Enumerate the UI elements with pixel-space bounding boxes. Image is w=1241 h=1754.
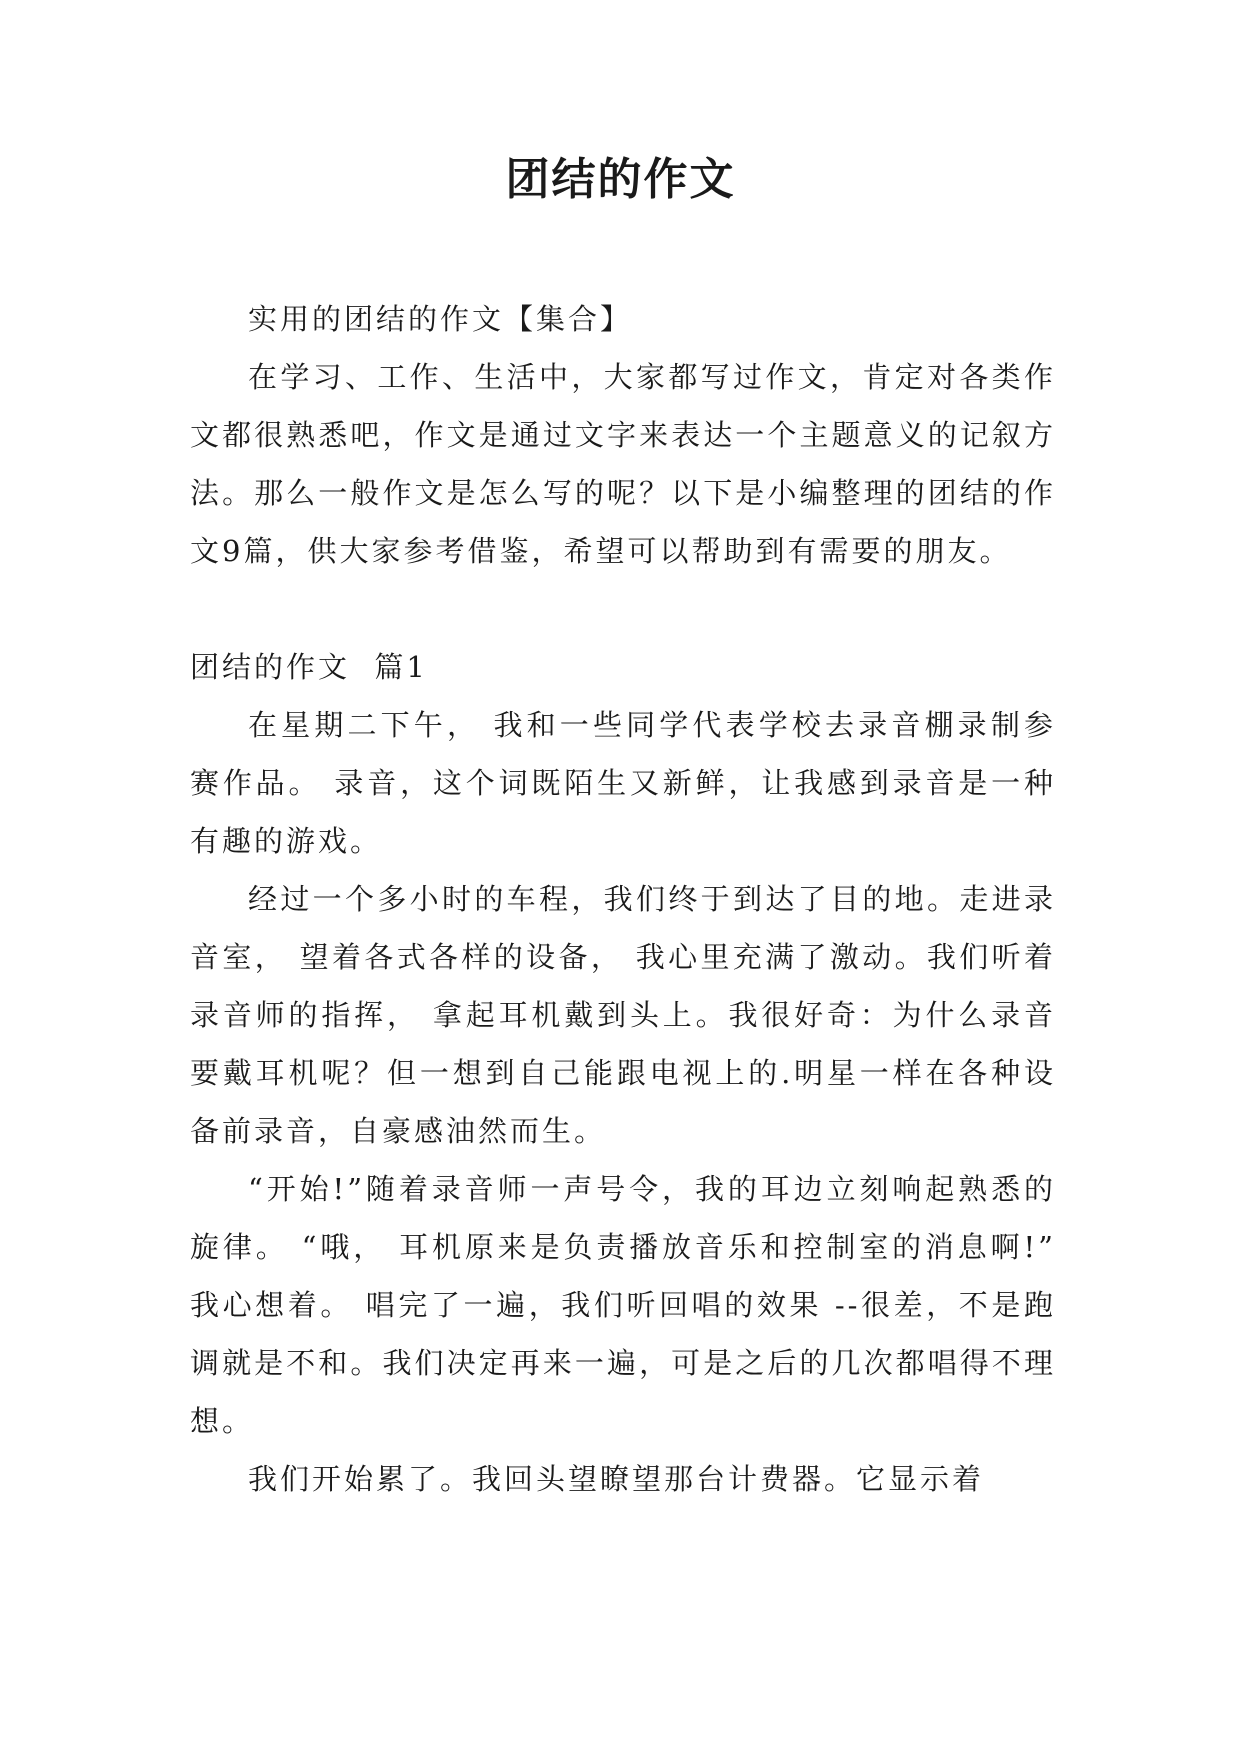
intro-subtitle: 实用的团结的作文【集合】 bbox=[248, 302, 633, 336]
document-title: 团结的作文 bbox=[505, 154, 736, 205]
document-body bbox=[190, 290, 1056, 1508]
section-paragraph-4: 我们开始累了。我回头望瞭望那台计费器。它显示着 bbox=[248, 1462, 985, 1496]
section-paragraph-2: 经过一个多小时的车程，我们终于到达了目的地。走进录音室， 望着各式各样的设备， 我心里充满了激动。我们听着录音师的指挥， 拿起耳机戴到头上。我很好奇：为什么录音要戴耳机呢？但一想到自己能跟电视上的.明星一样在各种设备前录音，自豪感油然而生。 bbox=[190, 882, 1056, 1148]
intro-paragraph: 在学习、工作、生活中，大家都写过作文，肯定对各类作文都很熟悉吧，作文是通过文字来表达一个主题意义的记叙方法。那么一般作文是怎么写的呢？以下是小编整理的团结的作文9篇，供大家参考借鉴，希望可以帮助到有需要的朋友。 bbox=[190, 360, 1056, 568]
section-paragraph-3: “开始!”随着录音师一声号令，我的耳边立刻响起熟悉的旋律。 “哦， 耳机原来是负责播放音乐和控制室的消息啊!” 我心想着。 唱完了一遍，我们听回唱的效果 --很差，不是跑调就是不和。我们决定再来一遍，可是之后的几次都唱得不理想。 bbox=[190, 1172, 1056, 1438]
section-gap bbox=[190, 580, 1056, 638]
section-heading: 团结的作文 篇1 bbox=[190, 650, 428, 684]
section-paragraph-1: 在星期二下午， 我和一些同学代表学校去录音棚录制参赛作品。 录音，这个词既陌生又新鲜，让我感到录音是一种有趣的游戏。 bbox=[190, 708, 1056, 858]
